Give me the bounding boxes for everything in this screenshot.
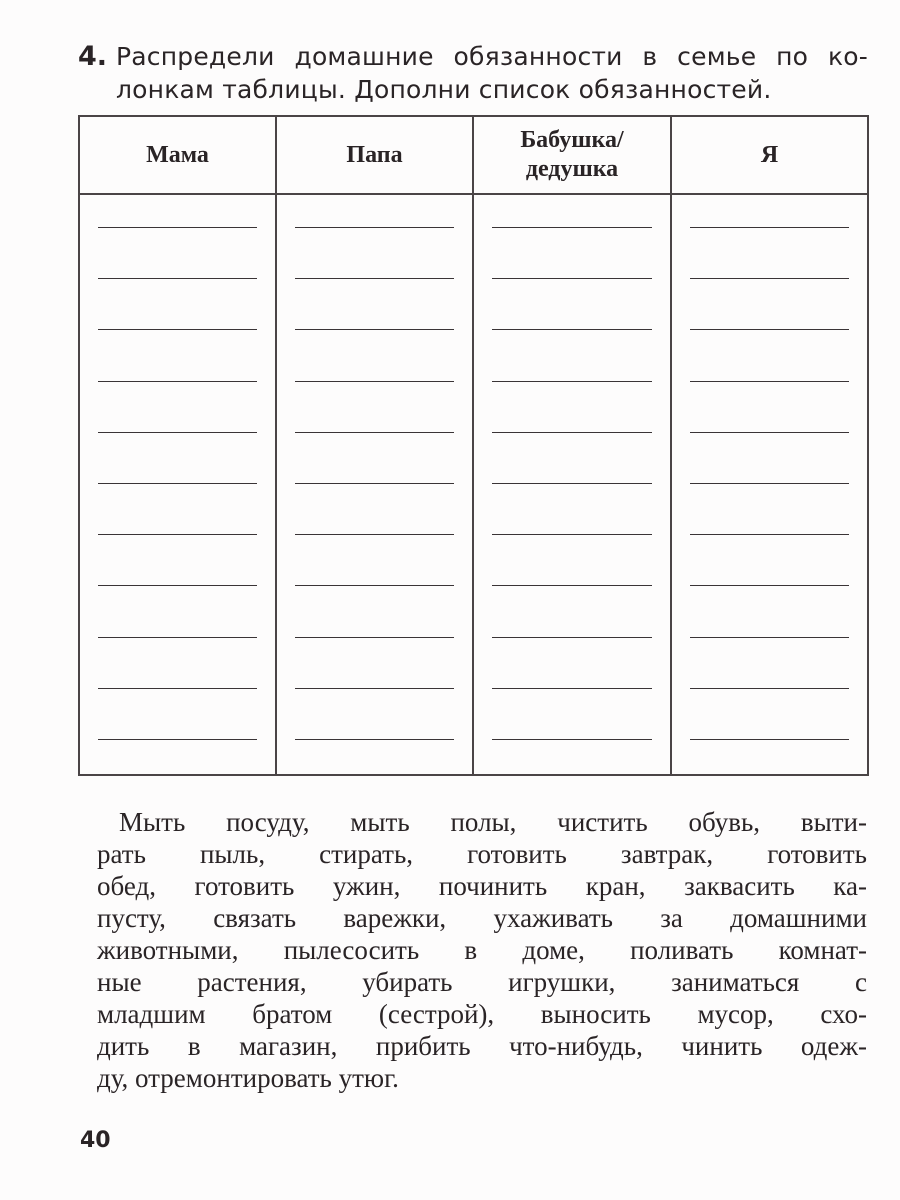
blank-answer-line[interactable]	[98, 637, 257, 638]
blank-answer-line[interactable]	[98, 688, 257, 689]
blank-answer-line[interactable]	[492, 688, 652, 689]
blank-answer-line[interactable]	[295, 534, 454, 535]
blank-answer-line[interactable]	[98, 227, 257, 228]
blank-answer-line[interactable]	[98, 329, 257, 330]
blank-answer-line[interactable]	[492, 329, 652, 330]
header-label: Бабушка/	[520, 127, 624, 153]
task-instruction	[78, 40, 868, 106]
header-grandparents	[473, 116, 671, 194]
blank-answer-line[interactable]	[98, 278, 257, 279]
blank-answer-line[interactable]	[295, 688, 454, 689]
blank-answer-line[interactable]	[690, 381, 849, 382]
page-number: 40	[80, 1128, 111, 1153]
blank-answer-line[interactable]	[98, 585, 257, 586]
blank-answer-line[interactable]	[492, 227, 652, 228]
blank-answer-line[interactable]	[295, 585, 454, 586]
blank-answer-line[interactable]	[295, 227, 454, 228]
column-me[interactable]	[671, 194, 868, 775]
chores-line: ду, отремонтировать утюг.	[97, 1063, 399, 1093]
blank-answer-line[interactable]	[295, 637, 454, 638]
column-papa[interactable]	[276, 194, 473, 775]
blank-answer-line[interactable]	[492, 739, 652, 740]
blank-answer-line[interactable]	[690, 432, 849, 433]
task-number: 4.	[78, 41, 108, 72]
blank-answer-line[interactable]	[690, 278, 849, 279]
chores-line: пусту, связать варежки, ухаживать за домашними	[97, 903, 867, 933]
blank-answer-line[interactable]	[492, 637, 652, 638]
blank-answer-line[interactable]	[492, 483, 652, 484]
blank-answer-line[interactable]	[690, 329, 849, 330]
column-mama[interactable]	[79, 194, 276, 775]
blank-answer-line[interactable]	[492, 585, 652, 586]
blank-answer-line[interactable]	[295, 329, 454, 330]
blank-answer-line[interactable]	[98, 432, 257, 433]
task-text-line: лонкам таблицы. Дополни список обязанностей.	[116, 75, 772, 104]
blank-answer-line[interactable]	[492, 534, 652, 535]
table-header-row	[79, 116, 868, 194]
chores-line: рать пыль, стирать, готовить завтрак, готовить	[97, 839, 867, 869]
blank-answer-line[interactable]	[492, 278, 652, 279]
header-mama	[79, 116, 276, 194]
blank-answer-line[interactable]	[690, 585, 849, 586]
header-label: Мама	[146, 141, 209, 168]
table-body-row	[79, 194, 868, 775]
blank-answer-line[interactable]	[690, 637, 849, 638]
blank-answer-line[interactable]	[492, 432, 652, 433]
blank-answer-line[interactable]	[690, 227, 849, 228]
blank-answer-line[interactable]	[98, 483, 257, 484]
chores-line: животными, пылесосить в доме, поливать комнат-	[97, 935, 867, 965]
header-me	[671, 116, 868, 194]
blank-answer-line[interactable]	[98, 381, 257, 382]
chores-table	[78, 115, 869, 776]
blank-answer-line[interactable]	[690, 534, 849, 535]
blank-answer-line[interactable]	[295, 278, 454, 279]
blank-answer-line[interactable]	[690, 739, 849, 740]
blank-answer-line[interactable]	[295, 739, 454, 740]
header-label: Я	[760, 141, 779, 168]
chores-line: младшим братом (сестрой), выносить мусор, схо-	[97, 999, 867, 1029]
blank-answer-line[interactable]	[98, 739, 257, 740]
column-grandparents[interactable]	[473, 194, 671, 775]
chores-line: ные растения, убирать игрушки, заниматься с	[97, 967, 867, 997]
header-label: дедушка	[525, 156, 619, 182]
blank-answer-line[interactable]	[295, 483, 454, 484]
chores-line: обед, готовить ужин, починить кран, заквасить ка-	[97, 871, 867, 901]
chores-line: Мыть посуду, мыть полы, чистить обувь, выти-	[119, 807, 867, 837]
blank-answer-line[interactable]	[492, 381, 652, 382]
chores-line: дить в магазин, прибить что-нибудь, чинить одеж-	[97, 1031, 867, 1061]
header-papa	[276, 116, 473, 194]
blank-answer-line[interactable]	[295, 381, 454, 382]
header-label: Папа	[346, 141, 403, 168]
chores-list	[97, 806, 867, 1094]
blank-answer-line[interactable]	[295, 432, 454, 433]
blank-answer-line[interactable]	[690, 483, 849, 484]
task-text-line: Распредели домашние обязанности в семье по ко-	[116, 42, 868, 71]
blank-answer-line[interactable]	[98, 534, 257, 535]
blank-answer-line[interactable]	[690, 688, 849, 689]
